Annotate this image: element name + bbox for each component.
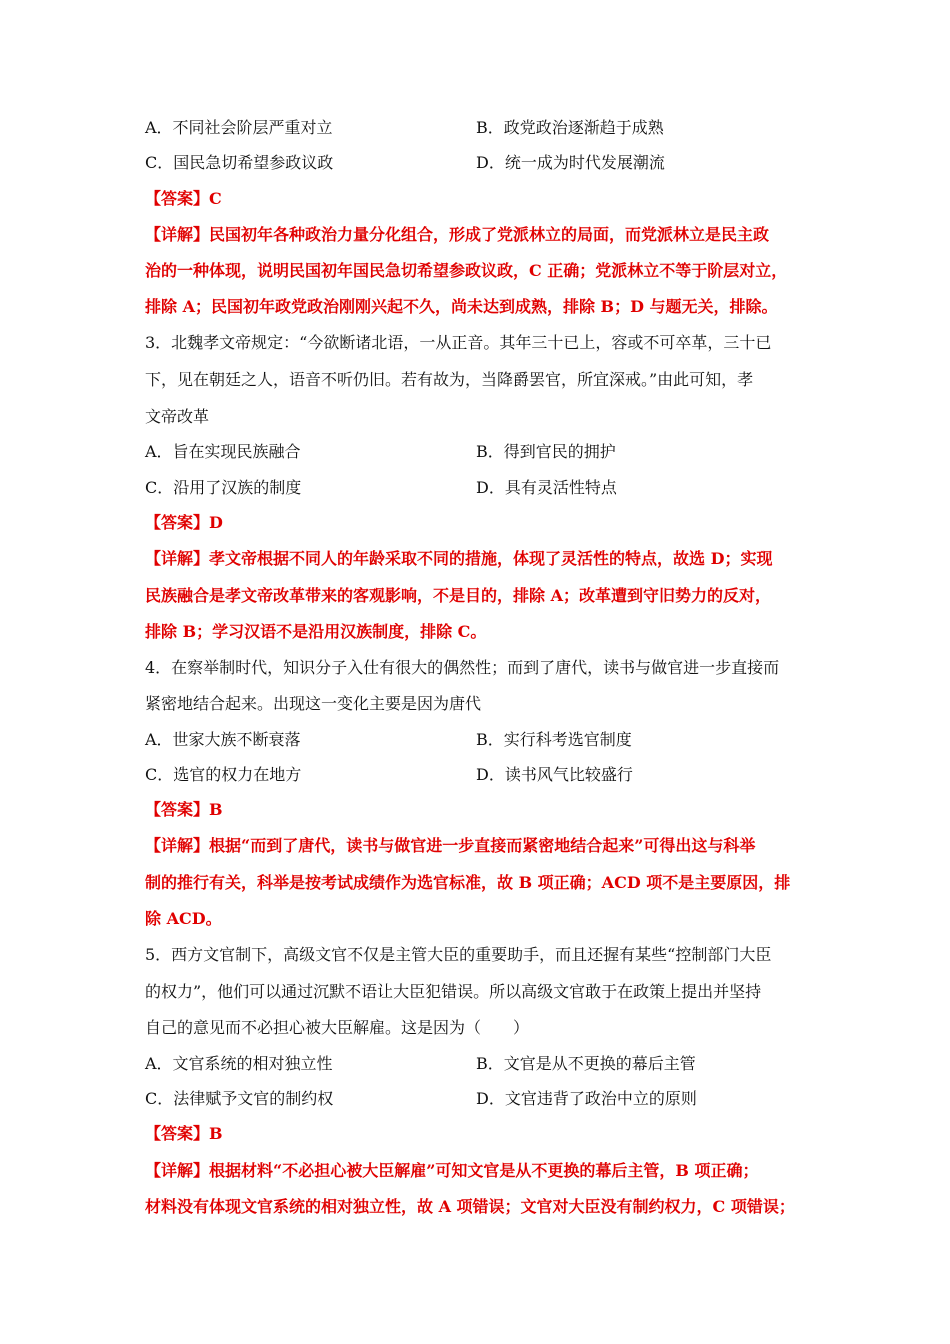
q4-option-c[interactable]: C．选官的权力在地方 [145, 765, 302, 784]
q3-stem-line: 下，见在朝廷之人，语音不听仍旧。若有故为，当降爵罢官，所宜深戒。”由此可知，孝 [145, 370, 754, 389]
q4-stem-line: 4．在察举制时代，知识分子入仕有很大的偶然性；而到了唐代，读书与做官进一步直接而 [145, 658, 780, 677]
q2-option-a[interactable]: A．不同社会阶层严重对立 [145, 118, 333, 137]
q2-explain-line: 治的一种体现，说明民国初年国民急切希望参政议政，C 正确；党派林立不等于阶层对立， [145, 261, 788, 280]
q4-explain-line: 制的推行有关，科举是按考试成绩作为选官标准，故 B 项正确；ACD 项不是主要原因，排 [145, 873, 791, 892]
q4-option-d[interactable]: D．读书风气比较盛行 [476, 765, 633, 784]
q3-option-c[interactable]: C．沿用了汉族的制度 [145, 478, 302, 497]
q5-option-d[interactable]: D．文官违背了政治中立的原则 [476, 1089, 697, 1108]
q5-stem-line: 的权力”，他们可以通过沉默不语让大臣犯错误。所以高级文官敢于在政策上提出并坚持 [145, 982, 762, 1001]
q4-stem-line: 紧密地结合起来。出现这一变化主要是因为唐代 [145, 694, 482, 713]
q5-explain-line: 材料没有体现文官系统的相对独立性，故 A 项错误；文官对大臣没有制约权力，C 项错误； [145, 1197, 795, 1216]
q5-stem-line: 自己的意见而不必担心被大臣解雇。这是因为（ ） [145, 1018, 530, 1037]
q2-option-c[interactable]: C．国民急切希望参政议政 [145, 153, 334, 172]
q2-explain-line: 排除 A；民国初年政党政治刚刚兴起不久，尚未达到成熟，排除 B；D 与题无关，排除。 [145, 297, 778, 316]
q5-stem-line: 5．西方文官制下，高级文官不仅是主管大臣的重要助手，而且还握有某些“控制部门大臣 [145, 945, 772, 964]
q2-explain-line: 【详解】民国初年各种政治力量分化组合，形成了党派林立的局面，而党派林立是民主政 [145, 225, 770, 244]
q3-explain-line: 排除 B；学习汉语不是沿用汉族制度，排除 C。 [145, 622, 487, 641]
q5-option-b[interactable]: B．文官是从不更换的幕后主管 [476, 1054, 696, 1073]
q3-answer: 【答案】D [145, 513, 223, 532]
q5-option-a[interactable]: A．文官系统的相对独立性 [145, 1054, 333, 1073]
q5-option-c[interactable]: C．法律赋予文官的制约权 [145, 1089, 334, 1108]
q2-option-d[interactable]: D．统一成为时代发展潮流 [476, 153, 665, 172]
q2-answer: 【答案】C [145, 189, 222, 208]
q4-answer: 【答案】B [145, 800, 223, 819]
q3-stem-line: 3．北魏孝文帝规定：“今欲断诸北语，一从正音。其年三十已上，容或不可卒革，三十已 [145, 333, 772, 352]
q3-explain-line: 【详解】孝文帝根据不同人的年龄采取不同的措施，体现了灵活性的特点，故选 D；实现 [145, 549, 773, 568]
q3-explain-line: 民族融合是孝文帝改革带来的客观影响，不是目的，排除 A；改革遭到守旧势力的反对， [145, 586, 771, 605]
q2-option-b[interactable]: B．政党政治逐渐趋于成熟 [476, 118, 664, 137]
q3-stem-line: 文帝改革 [145, 407, 210, 426]
q4-explain-line: 除 ACD。 [145, 909, 222, 928]
q4-explain-line: 【详解】根据“而到了唐代，读书与做官进一步直接而紧密地结合起来”可得出这与科举 [145, 836, 756, 855]
q3-option-d[interactable]: D．具有灵活性特点 [476, 478, 617, 497]
q3-option-b[interactable]: B．得到官民的拥护 [476, 442, 616, 461]
q4-option-a[interactable]: A．世家大族不断衰落 [145, 730, 301, 749]
q4-option-b[interactable]: B．实行科考选官制度 [476, 730, 632, 749]
q5-explain-line: 【详解】根据材料“不必担心被大臣解雇”可知文官是从不更换的幕后主管，B 项正确； [145, 1161, 759, 1180]
q5-answer: 【答案】B [145, 1124, 223, 1143]
q3-option-a[interactable]: A．旨在实现民族融合 [145, 442, 301, 461]
